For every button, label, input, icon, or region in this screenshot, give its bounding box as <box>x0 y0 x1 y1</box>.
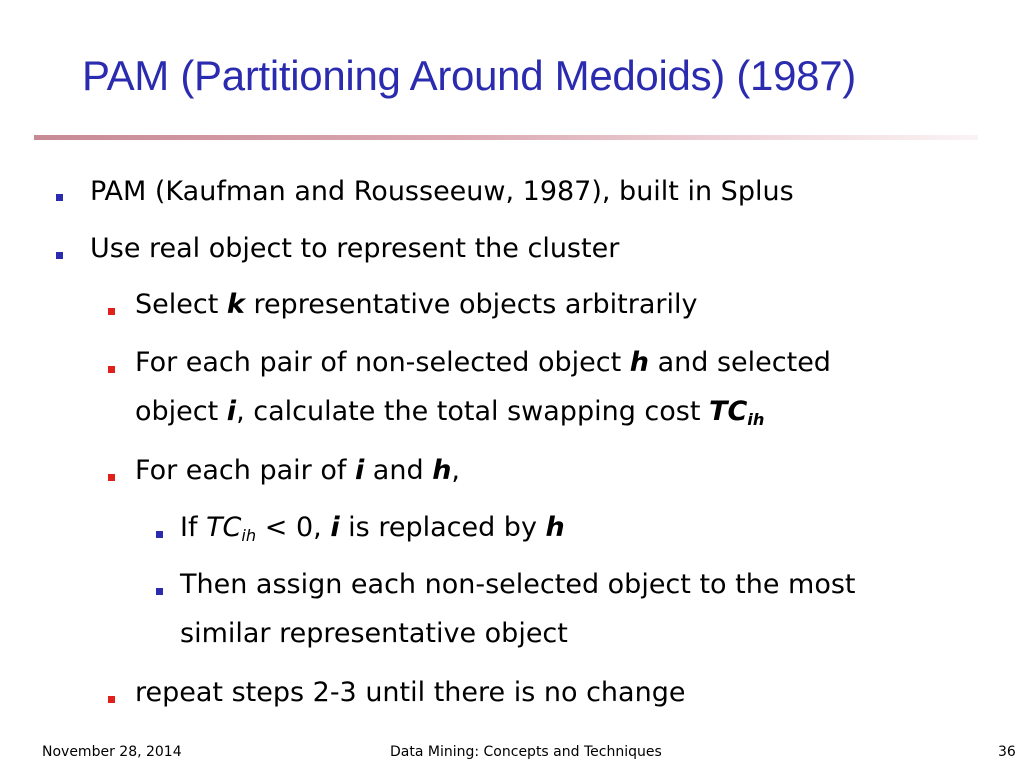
bullet-text: PAM (Kaufman and Rousseeuw, 1987), built in Splus <box>90 176 794 207</box>
text-segment: For each pair of <box>135 455 355 486</box>
variable-i: i <box>354 455 365 486</box>
footer-page-number: 36 <box>998 744 1016 760</box>
text-segment: Select <box>135 289 227 320</box>
bullet-swap-cost-line1 <box>135 347 831 378</box>
bullet-real-object <box>90 233 619 264</box>
footer-date: November 28, 2014 <box>42 744 182 760</box>
text-segment: object <box>135 396 227 427</box>
variable-tc <box>206 512 256 543</box>
tc-subscript: ih <box>241 526 257 545</box>
tc-subscript: ih <box>747 410 765 429</box>
slide-title: PAM (Partitioning Around Medoids) (1987) <box>82 52 856 99</box>
variable-i: i <box>226 396 237 427</box>
title-divider <box>34 135 978 140</box>
tc-label: TC <box>206 512 242 543</box>
variable-tc <box>709 396 764 427</box>
text-segment: , <box>451 455 461 486</box>
text-segment: and <box>364 455 433 486</box>
variable-i: i <box>330 512 340 543</box>
variable-k: k <box>226 289 245 320</box>
text-segment: and selected <box>649 347 831 378</box>
variable-h: h <box>629 347 650 378</box>
bullet-marker-level1 <box>56 194 63 201</box>
bullet-swap-cost-line2 <box>135 396 764 427</box>
bullet-assign-line1 <box>180 569 856 600</box>
text-segment: , calculate the total swapping cost <box>236 396 710 427</box>
bullet-marker-level2 <box>108 474 115 481</box>
tc-label: TC <box>709 396 748 427</box>
bullet-marker-level2 <box>108 696 115 703</box>
text-segment: For each pair of non-selected object <box>135 347 630 378</box>
variable-h: h <box>545 512 565 543</box>
bullet-text: Use real object to represent the cluster <box>90 233 620 264</box>
bullet-repeat <box>135 677 685 708</box>
bullet-marker-level2 <box>108 308 115 315</box>
text-segment: similar representative object <box>180 618 568 649</box>
bullet-each-pair <box>135 455 460 486</box>
footer-course: Data Mining: Concepts and Techniques <box>390 744 662 760</box>
bullet-marker-level2 <box>108 366 115 373</box>
variable-h: h <box>432 455 452 486</box>
text-segment: representative objects arbitrarily <box>244 289 698 320</box>
bullet-marker-level1 <box>56 252 63 259</box>
bullet-pam-origin <box>90 176 794 207</box>
text-segment: Then assign each non-selected object to the most <box>180 569 856 600</box>
text-segment: is replaced by <box>339 512 546 543</box>
bullet-if-negative <box>180 512 565 543</box>
bullet-marker-level3 <box>156 531 163 538</box>
text-segment: < 0, <box>256 512 331 543</box>
bullet-assign-line2 <box>180 618 568 649</box>
bullet-select-k <box>135 289 697 320</box>
text-segment: repeat steps 2-3 until there is no change <box>135 677 686 708</box>
bullet-marker-level3 <box>156 588 163 595</box>
text-segment: If <box>180 512 207 543</box>
